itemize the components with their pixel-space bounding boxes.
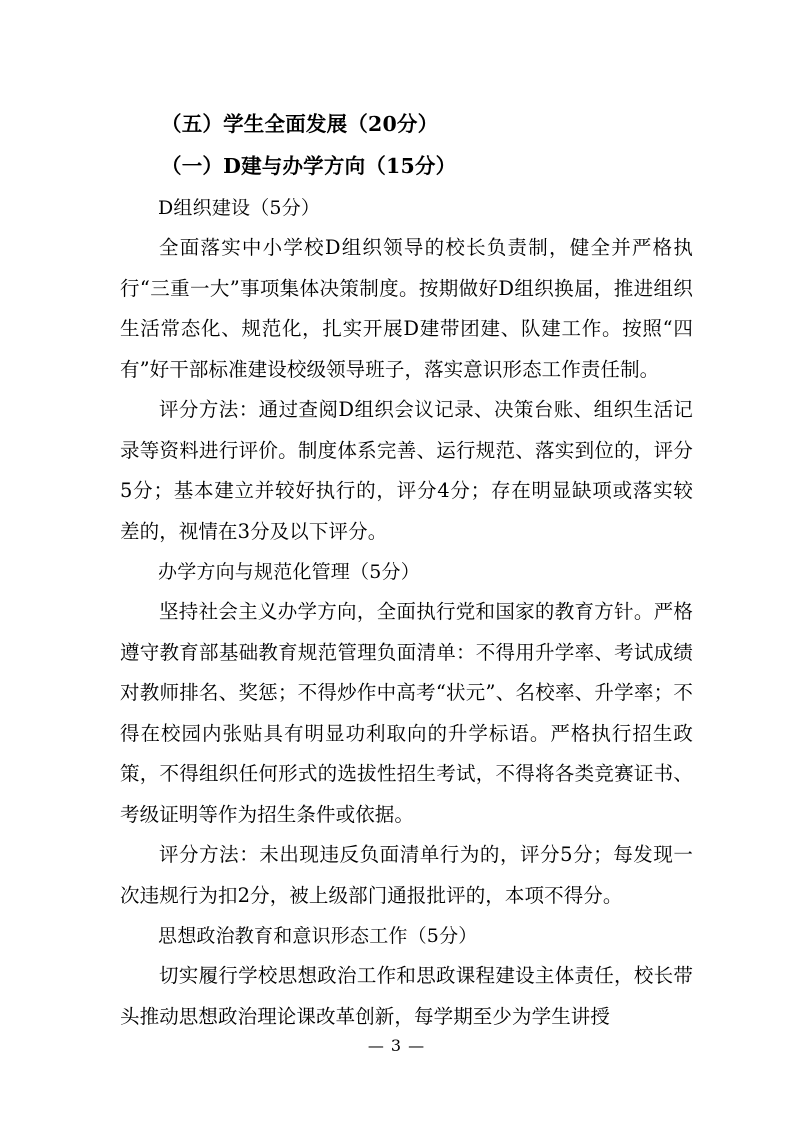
section-heading-primary: （五）学生全面发展（20分） bbox=[161, 112, 439, 136]
section-heading-secondary: （一）D建与办学方向（15分） bbox=[161, 154, 457, 178]
subsection-title-2: 办学方向与规范化管理（5分） bbox=[158, 561, 420, 583]
document-body bbox=[120, 104, 693, 1037]
paragraph-2-2: 评分方法：未出现违反负面清单行为的，评分5分；每发现一次违规行为扣2分，被上级部门通报批评的，本项不得分。 bbox=[120, 843, 693, 907]
page-number: — 3 — bbox=[367, 1036, 426, 1055]
paragraph-1-1: 全面落实中小学校D组织领导的校长负责制，健全并严格执行“三重一大”事项集体决策制度。按期做好D组织换届，推进组织生活常态化、规范化，扎实开展D建带团建、队建工作。按照“四有”好干部标准建设校级领导班子，落实意识形态工作责任制。 bbox=[120, 236, 693, 381]
paragraph-3-1: 切实履行学校思想政治工作和思政课程建设主体责任，校长带头推动思想政治理论课改革创新，每学期至少为学生讲授 bbox=[120, 964, 693, 1028]
paragraph-2-1: 坚持社会主义办学方向，全面执行党和国家的教育方针。严格遵守教育部基础教育规范管理负面清单：不得用升学率、考试成绩对教师排名、奖惩；不得炒作中高考“状元”、名校率、升学率；不得在校园内张贴具有明显功利取向的升学标语。严格执行招生政策，不得组织任何形式的选拔性招生考试，不得将各类竞赛证书、考级证明等作为招生条件或依据。 bbox=[120, 600, 693, 826]
subsection-title-3: 思想政治教育和意识形态工作（5分） bbox=[158, 925, 478, 947]
subsection-title-1: D组织建设（5分） bbox=[158, 197, 321, 219]
paragraph-1-2: 评分方法：通过查阅D组织会议记录、决策台账、组织生活记录等资料进行评价。制度体系完善、运行规范、落实到位的，评分5分；基本建立并较好执行的，评分4分；存在明显缺项或落实较差的，视情在3分及以下评分。 bbox=[120, 398, 693, 543]
